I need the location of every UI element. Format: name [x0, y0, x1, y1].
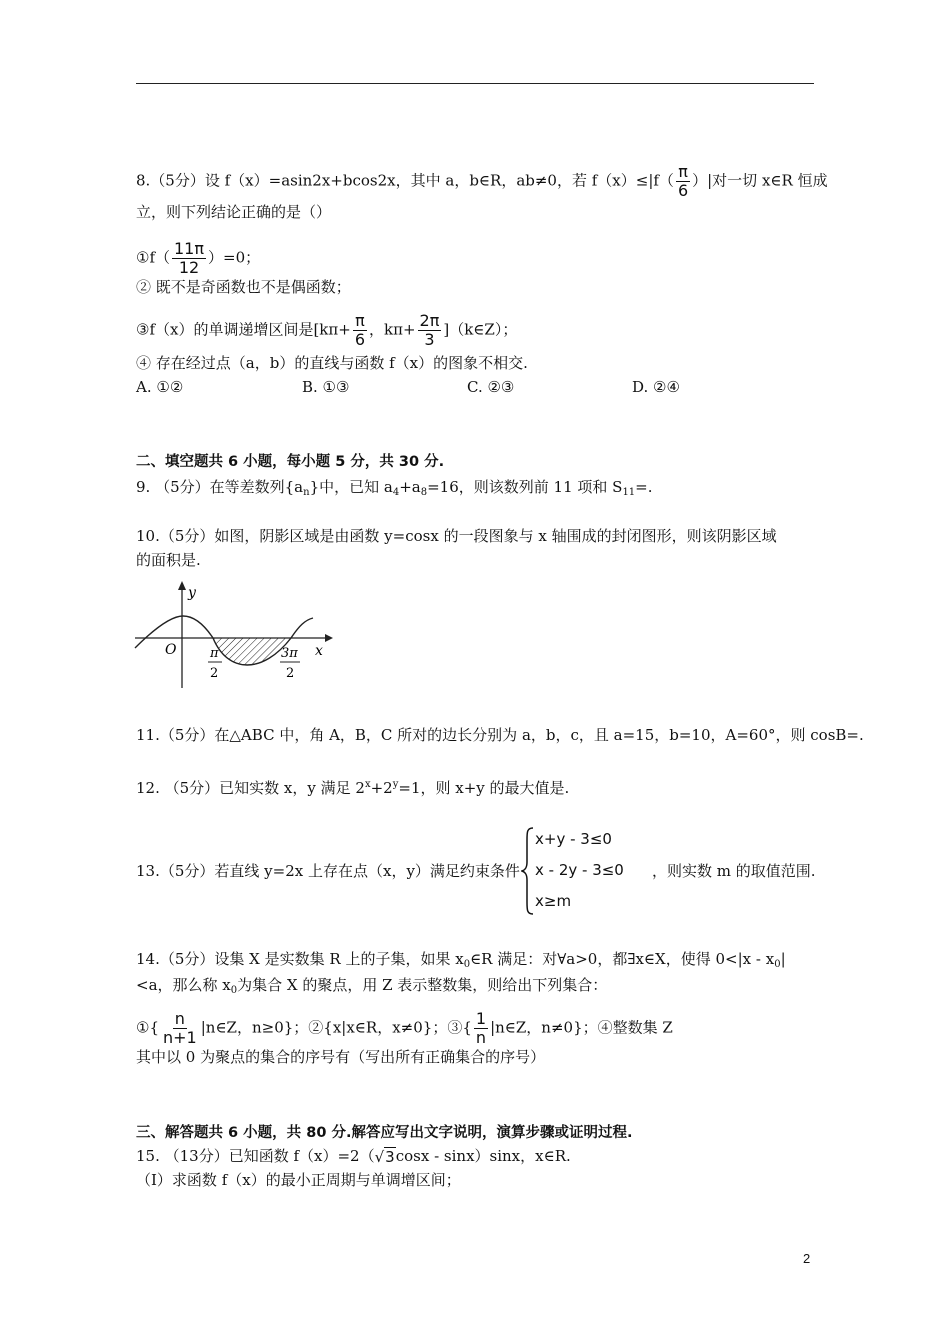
option-b[interactable]: B. ①③ [302, 378, 350, 396]
tick-pi-2-den: 2 [210, 666, 219, 681]
q8-text-b: ）|对一切 x∈R 恒成 [692, 171, 828, 190]
q8-statement-2: ② 既不是奇函数也不是偶函数； [136, 278, 351, 296]
q14-sets-text-a: ①{ [136, 1018, 159, 1037]
fraction-denominator: 12 [178, 258, 200, 277]
fraction-numerator: π [678, 162, 688, 181]
y-axis-arrow-icon [178, 581, 186, 590]
constraint-row-3: x≥m [535, 892, 572, 910]
fraction-denominator: n [475, 1028, 487, 1047]
tick-pi-2-num: π [210, 646, 219, 661]
subscript: 0 [230, 985, 238, 996]
q14-line4: 其中以 0 为聚点的集合的序号有（写出所有正确集合的序号） [136, 1048, 546, 1066]
q9-text-e: =. [635, 478, 653, 496]
option-c[interactable]: C. ②③ [467, 378, 515, 396]
q12-text-a: 12. （5分）已知实数 x，y 满足 2 [136, 779, 365, 797]
q14-text-a: 14.（5分）设集 X 是实数集 R 上的子集，如果 x [136, 950, 464, 968]
q12 [136, 775, 569, 798]
header-rule [136, 83, 814, 84]
s3-text-c: ]（k∈Z）； [443, 320, 518, 339]
subscript: 8 [420, 487, 428, 498]
tick-3pi-2-num: 3π [281, 646, 298, 661]
fraction-numerator: 1 [475, 1009, 487, 1028]
fraction-denominator: 6 [677, 181, 689, 200]
q8-statement-1 [136, 240, 260, 277]
x-axis-arrow-icon [325, 634, 333, 642]
superscript: x [364, 779, 371, 790]
q9-text-a: 9. （5分）在等差数列{a [136, 478, 304, 496]
q14-line2-text-a: <a，那么称 x [136, 976, 231, 994]
y-axis-label: y [188, 585, 196, 601]
subscript: 0 [774, 959, 781, 970]
q14-line2 [136, 975, 607, 1001]
q15-part1: （Ⅰ）求函数 f（x）的最小正周期与单调增区间； [136, 1171, 461, 1189]
q11: 11.（5分）在△ABC 中，角 A，B，C 所对的边长分别为 a，b，c，且 a=15，b=10，A=60°，则 cosB=. [136, 726, 864, 744]
q13-text-b: ，则实数 m 的取值范围. [652, 862, 816, 880]
q8-text-a: 8.（5分）设 f（x）=asin2x+bcos2x，其中 a，b∈R，ab≠0，若 f（x）≤|f（ [136, 171, 674, 190]
q14-sets-text-b: |n∈Z，n≥0}；②{x|x∈R，x≠0}；③{ [200, 1018, 472, 1037]
subscript: 11 [622, 487, 636, 498]
q10-line2: 的面积是. [136, 551, 201, 569]
section-2-title: 二、填空题共 6 小题，每小题 5 分，共 30 分. [136, 454, 445, 470]
tick-3pi-2-den: 2 [286, 666, 295, 681]
q14-line1 [136, 949, 786, 975]
left-brace-icon [521, 826, 535, 916]
s3-fraction-1 [353, 312, 367, 349]
sqrt-radicand: 3 [385, 1148, 395, 1166]
cosine-area-figure [133, 578, 333, 690]
subscript: 4 [392, 487, 400, 498]
s3-fraction-2 [418, 312, 442, 349]
fraction-numerator: 2π [419, 311, 440, 330]
q14-fraction-2 [474, 1010, 488, 1047]
fraction-denominator: n+1 [163, 1028, 197, 1047]
page-number: 2 [803, 1251, 811, 1266]
subscript: 0 [463, 959, 471, 970]
q15-line1 [136, 1146, 571, 1167]
constraint-row-1: x+y - 3≤0 [535, 830, 612, 848]
q12-text-c: =1，则 x+y 的最大值是. [398, 779, 570, 797]
q15-text-b: cosx - sinx）sinx，x∈R. [395, 1147, 571, 1165]
q9-text-c: +a [399, 478, 421, 496]
q9-text-d: =16，则该数列前 11 项和 S [427, 478, 623, 496]
fraction-numerator: n [174, 1009, 185, 1028]
q8-fraction-pi-6 [676, 163, 690, 200]
q14-text-c: | [780, 950, 786, 968]
fraction-denominator: 6 [354, 330, 366, 349]
sqrt-3: √3 [374, 1148, 395, 1166]
fraction-numerator: π [355, 311, 365, 330]
s1-fraction [172, 240, 206, 277]
q8-statement-4: ④ 存在经过点（a，b）的直线与函数 f（x）的图象不相交. [136, 354, 528, 372]
q8-line2: 立，则下列结论正确的是（） [136, 203, 332, 221]
q14-line2-text-b: 为集合 X 的聚点，用 Z 表示整数集，则给出下列集合： [237, 976, 608, 994]
q9-text-b: }中，已知 a [309, 478, 393, 496]
s3-text-a: ③f（x）的单调递增区间是[kπ+ [136, 320, 351, 339]
q8-statement-3 [136, 312, 517, 349]
superscript: y [392, 779, 399, 790]
s3-text-b: ，kπ+ [369, 320, 416, 339]
q9 [136, 477, 653, 503]
q15-text-a: 15. （13分）已知函数 f（x）=2（ [136, 1147, 375, 1165]
q14-sets-line [136, 1010, 673, 1047]
q14-sets-text-c: |n∈Z，n≠0}；④整数集 Z [490, 1018, 673, 1037]
q14-fraction-1 [161, 1010, 199, 1047]
q12-text-b: +2 [370, 779, 393, 797]
section-3-title: 三、解答题共 6 小题，共 80 分.解答应写出文字说明，演算步骤或证明过程. [136, 1125, 633, 1141]
constraint-row-2: x - 2y - 3≤0 [535, 861, 624, 879]
constraint-system [521, 826, 651, 916]
fraction-denominator: 3 [424, 330, 435, 349]
q13-text-a: 13.（5分）若直线 y=2x 上存在点（x，y）满足约束条件 [136, 862, 520, 880]
s1-text-b: ）=0； [208, 248, 261, 267]
x-axis-label: x [315, 643, 323, 659]
option-a[interactable]: A. ①② [136, 378, 184, 396]
origin-label: O [165, 642, 177, 658]
q10-line1: 10.（5分）如图，阴影区域是由函数 y=cosx 的一段图象与 x 轴围成的封闭图形，则该阴影区域 [136, 527, 777, 545]
q8-options [136, 377, 814, 397]
subscript: n [303, 487, 310, 498]
option-d[interactable]: D. ②④ [632, 378, 680, 396]
q8-line1 [136, 163, 828, 200]
fraction-numerator: 11π [174, 239, 204, 258]
q14-text-b: ∈R 满足：对∀a>0，都∃x∈X，使得 0<|x - x [470, 950, 775, 968]
s1-text-a: ①f（ [136, 248, 170, 267]
